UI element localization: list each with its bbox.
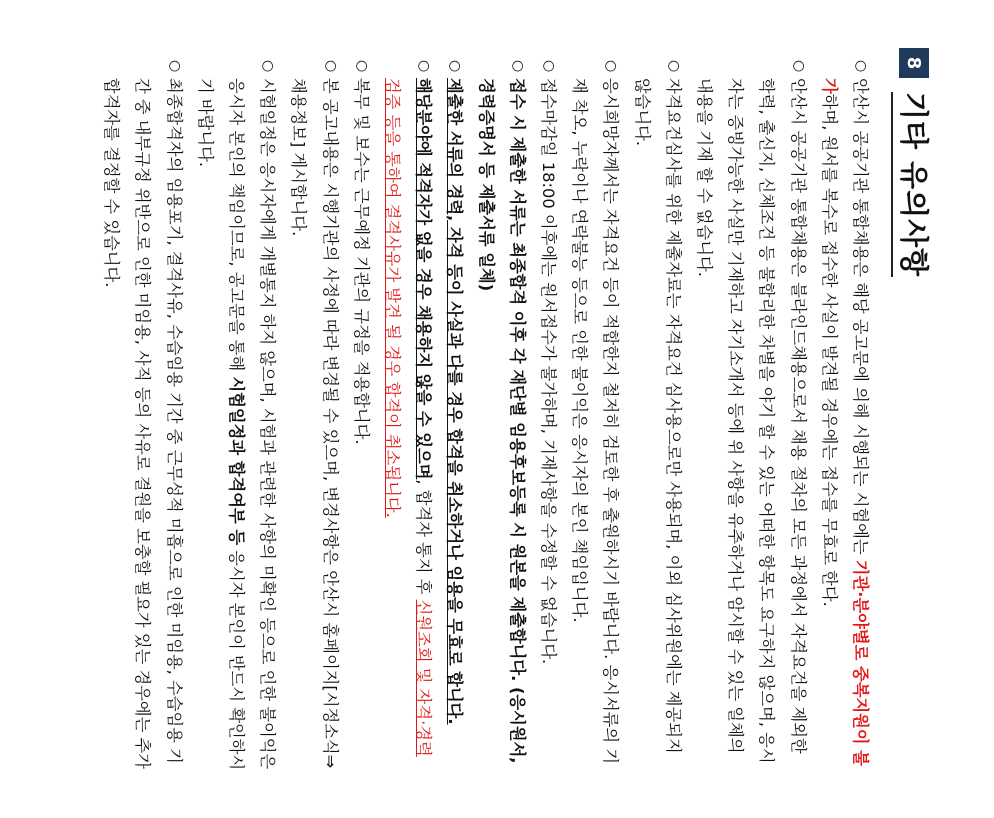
notice-text-segment: , 합격자 통지 후: [414, 479, 434, 600]
notice-text-segment: 본 공고내용은 시행기관의 사정에 따라 변경될 수 있으며, 변경사항은 안산시 홈페이지[시정소식⇒채용정보] 게시합니다.: [289, 78, 340, 769]
bullet-circle-icon: ○: [665, 60, 682, 73]
notice-text-segment: 시험일정은 응시자에게 개별통지 하지 않으며, 시험과 관련한 사항의 미확인 등으로 인한 불이익은 응시자 본인의 책임이므로, 공고문을 통해: [226, 78, 278, 770]
notice-text-segment: 안산시 공공기관 통합채용은 해당 공고문에 의해 시행되는 시험에는: [851, 78, 870, 560]
bullet-circle-icon: ○: [416, 60, 433, 73]
notice-item: [283, 60, 345, 772]
notice-text: [814, 78, 876, 772]
notice-text-segment: 제출한 서류의 경력, 자격 등이 사실과 다를 경우 합격을 취소하거나 임용을 무효로 합니다.: [445, 78, 465, 725]
notice-text: [533, 78, 564, 772]
notice-item: [439, 60, 470, 772]
notice-text: [626, 78, 688, 772]
notice-text: [190, 78, 284, 772]
notice-text-segment: 하며, 원서를 복수로 접수한 사실이 발견될 경우에는 접수를 무효로 한다.: [819, 93, 839, 607]
notice-text: [564, 78, 626, 772]
notice-text: [283, 78, 345, 772]
notice-text-segment: 응시자 본인이 반드시 확인하시기 바랍니다.: [195, 78, 246, 771]
notice-text-segment: 복무 및 보수는 근무예정 기관의 규정을 적용합니다.: [351, 78, 371, 445]
notice-item: [96, 60, 190, 772]
bullet-circle-icon: ○: [353, 60, 370, 73]
bullet-circle-icon: ○: [853, 60, 869, 73]
notice-text-segment: 접수 시 제출한 서류는 최종합격 이후 각 재단별 임용후보등록 시 원본을 제출합니다. (응시원서, 경력증명서 등 제출서류 일체): [476, 78, 527, 764]
notice-text: [377, 78, 439, 772]
bullet-circle-icon: ○: [509, 60, 526, 73]
notice-text-segment: 기관·분야별로 중복지원이 불가: [819, 78, 870, 767]
notice-text: [439, 78, 470, 772]
notice-text-segment: 신원조회 및 자격·경력검증 등을 통하여 결격사유가 발견 될 경우 합격이 취소됩니다.: [382, 78, 434, 757]
notice-text-segment: 접수마감일 18:00 이후에는 원서접수가 불가하며, 기재사항을 수정할 수 없습니다.: [538, 78, 558, 665]
notice-item: [626, 60, 688, 772]
notice-text-segment: 시험일정과 합격여부 등: [226, 376, 246, 546]
notice-item: [377, 60, 439, 772]
notice-list: [96, 60, 876, 772]
bullet-circle-icon: ○: [540, 60, 557, 73]
bullet-circle-icon: ○: [790, 60, 807, 73]
notice-text-segment: 최종합격자의 임용포기, 결격사유, 수습임용 기간 중 근무성적 미흡으로 인한 미임용, 수습임용 기간 중 내부규정 위반으로 인한 미임용, 사직 등의 사유로 결원을 보충할 필요가 있는 경우에는 추가합격자를 결정할 수 있습니다.: [102, 78, 184, 770]
section-header: [888, 48, 940, 277]
section-title: 기타 유의사항: [892, 92, 937, 277]
notice-text: [470, 78, 532, 772]
notice-text-segment: 해당분야에 적격자가 없을 경우 채용하지 않을 수 있으며: [414, 78, 434, 480]
section-number-badge: 8: [899, 48, 929, 78]
notice-item: [346, 60, 377, 772]
notice-text: [346, 78, 377, 772]
notice-item: [814, 60, 876, 772]
notice-item: [564, 60, 626, 772]
bullet-circle-icon: ○: [260, 60, 277, 73]
notice-text: [96, 78, 190, 772]
notice-text-segment: 자격요건심사를 위한 제출자료는 자격요건 심사용으로만 사용되며, 이외 심사위원에는 제공되지 않습니다.: [632, 78, 683, 754]
bullet-circle-icon: ○: [603, 60, 620, 73]
bullet-circle-icon: ○: [166, 60, 183, 73]
bullet-circle-icon: ○: [322, 60, 339, 73]
notice-item: [470, 60, 532, 772]
notice-item: [689, 60, 814, 772]
notice-text: [689, 78, 814, 772]
notice-text-segment: 안산시 공공기관 통합채용은 블라인드채용으로서 채용 절차의 모든 과정에서 자격요건을 제외한 학력, 출신지, 신체조건 등 불합리한 차별을 야기 할 수 있는 어떠한 항목도 요구하지 않으며, 응시자는 증빙가능한 사실만 기재하고 자기소개서 등에 위 사항을 유추하거나 암시할 수 있는 일체의 내용을 기재 할 수 없습니다.: [694, 78, 808, 764]
bullet-circle-icon: ○: [447, 60, 464, 73]
notice-text-segment: 응시희망자께서는 자격요건 등이 적합한지 철저히 검토한 후 출원하시기 바랍니다. 응시서류의 기재 착오, 누락이나 연락불능 등으로 인한 불이익은 응시자의 본인 책임입니다.: [570, 78, 621, 765]
notice-item: [190, 60, 284, 772]
notice-item: [533, 60, 564, 772]
